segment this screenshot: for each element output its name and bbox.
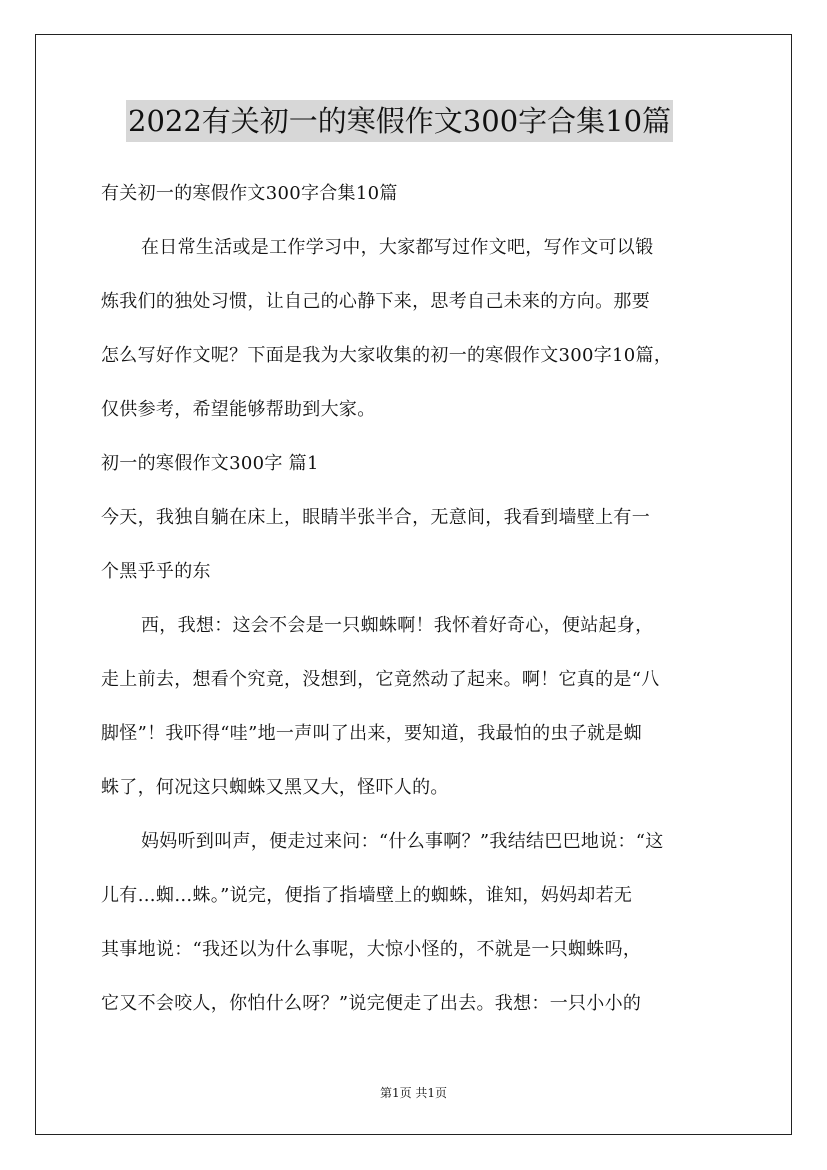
intro-line: 怎么写好作文呢？下面是我为大家收集的初一的寒假作文300字10篇， [101,345,673,366]
document-title: 2022有关初一的寒假作文300字合集10篇 [126,100,673,142]
intro-line: 仅供参考，希望能够帮助到大家。 [101,399,376,420]
document-subtitle: 有关初一的寒假作文300字合集10篇 [101,183,398,204]
body-line: 个黑乎乎的东 [101,561,211,582]
body-line: 它又不会咬人，你怕什么呀？”说完便走了出去。我想：一只小小的 [101,993,642,1014]
body-line: 西，我想：这会不会是一只蜘蛛啊！我怀着好奇心，便站起身， [141,615,654,636]
intro-line: 炼我们的独处习惯，让自己的心静下来，思考自己未来的方向。那要 [101,291,650,312]
section-heading: 初一的寒假作文300字 篇1 [101,453,319,474]
body-line: 今天，我独自躺在床上，眼睛半张半合，无意间，我看到墙壁上有一 [101,507,650,528]
body-line: 走上前去，想看个究竟，没想到，它竟然动了起来。啊！它真的是“八 [101,669,660,690]
body-line: 蛛了，何况这只蜘蛛又黑又大，怪吓人的。 [101,777,449,798]
intro-line: 在日常生活或是工作学习中，大家都写过作文吧，写作文可以锻 [141,237,654,258]
page-footer: 第1页 共1页 [379,1086,448,1100]
body-line: 妈妈听到叫声，便走过来问：“什么事啊？”我结结巴巴地说：“这 [141,831,664,852]
body-line: 脚怪”！我吓得“哇”地一声叫了出来，要知道，我最怕的虫子就是蜘 [101,723,642,744]
body-line: 儿有…蜘…蛛。”说完，便指了指墙壁上的蜘蛛，谁知，妈妈却若无 [101,885,633,906]
body-line: 其事地说：“我还以为什么事呢，大惊小怪的，不就是一只蜘蛛吗， [101,939,642,960]
